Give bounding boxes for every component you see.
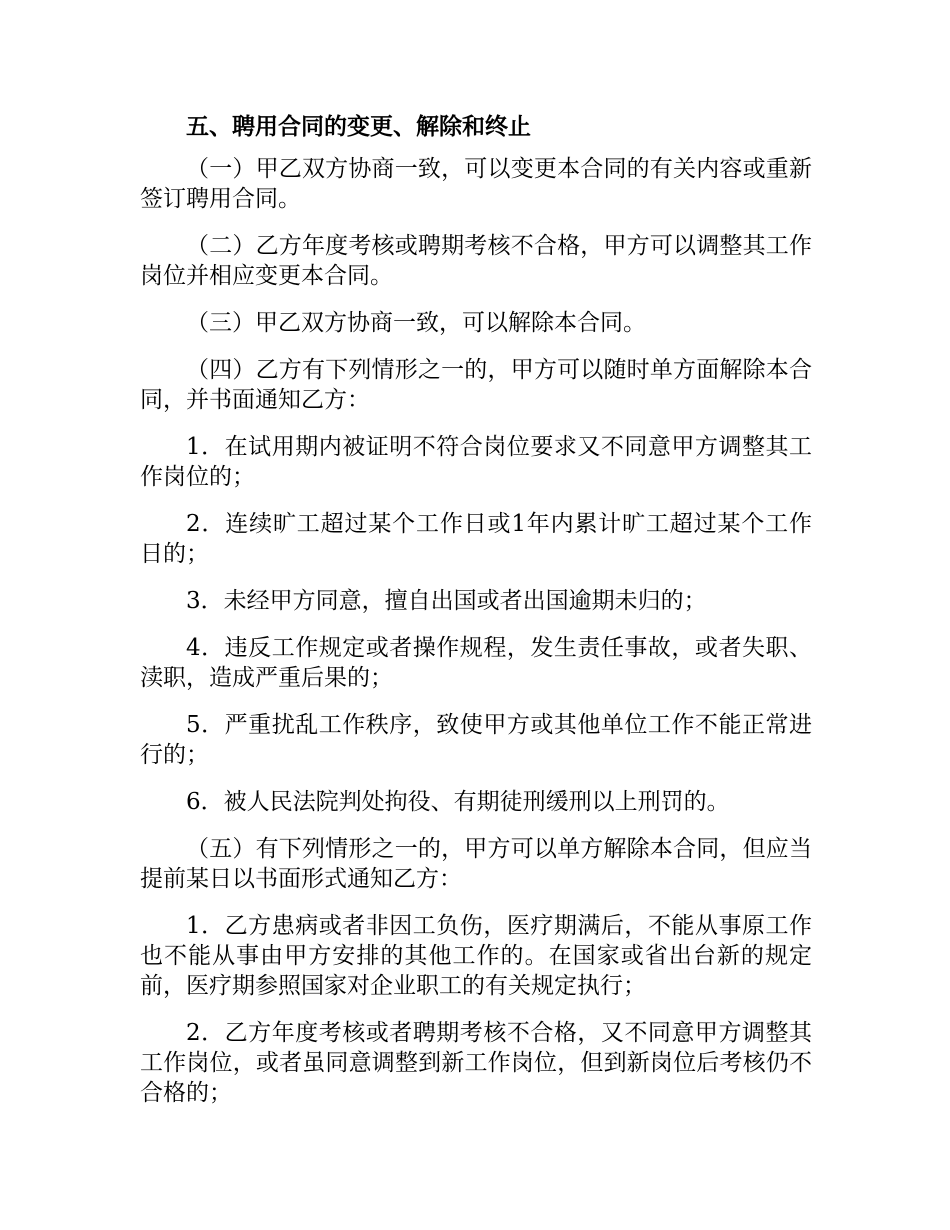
- section-heading: 五、聘用合同的变更、解除和终止: [186, 114, 531, 140]
- paragraph-1: （一）甲乙双方协商一致，可以变更本合同的有关内容或重新签订聘用合同。: [140, 156, 812, 212]
- paragraph-4: （四）乙方有下列情形之一的，甲方可以随时单方面解除本合同，并书面通知乙方：: [140, 357, 812, 413]
- list-item-4-1: 1．在试用期内被证明不符合岗位要求又不同意甲方调整其工作岗位的；: [140, 434, 812, 490]
- paragraph-5: （五）有下列情形之一的，甲方可以单方解除本合同，但应当提前某日以书面形式通知乙方：: [140, 836, 812, 892]
- list-item-4-6: 6．被人民法院判处拘役、有期徒刑缓刑以上刑罚的。: [186, 789, 730, 815]
- list-item-4-5: 5．严重扰乱工作秩序，致使甲方或其他单位工作不能正常进行的；: [140, 712, 812, 768]
- paragraph-2: （二）乙方年度考核或聘期考核不合格，甲方可以调整其工作岗位并相应变更本合同。: [140, 233, 812, 289]
- list-item-4-3: 3．未经甲方同意，擅自出国或者出国逾期未归的；: [186, 588, 707, 614]
- list-item-4-4: 4．违反工作规定或者操作规程，发生责任事故，或者失职、渎职，造成严重后果的；: [140, 635, 812, 691]
- paragraph-3: （三）甲乙双方协商一致，可以解除本合同。: [186, 310, 646, 336]
- list-item-4-2: 2．连续旷工超过某个工作日或1年内累计旷工超过某个工作日的；: [140, 511, 812, 567]
- list-item-5-2: 2．乙方年度考核或者聘期考核不合格，又不同意甲方调整其工作岗位，或者虽同意调整到新工作岗位，但到新岗位后考核仍不合格的；: [140, 1020, 812, 1106]
- list-item-5-1: 1．乙方患病或者非因工负伤，医疗期满后，不能从事原工作也不能从事由甲方安排的其他工作的。在国家或省出台新的规定前，医疗期参照国家对企业职工的有关规定执行；: [140, 913, 812, 999]
- document-body: [140, 108, 812, 1125]
